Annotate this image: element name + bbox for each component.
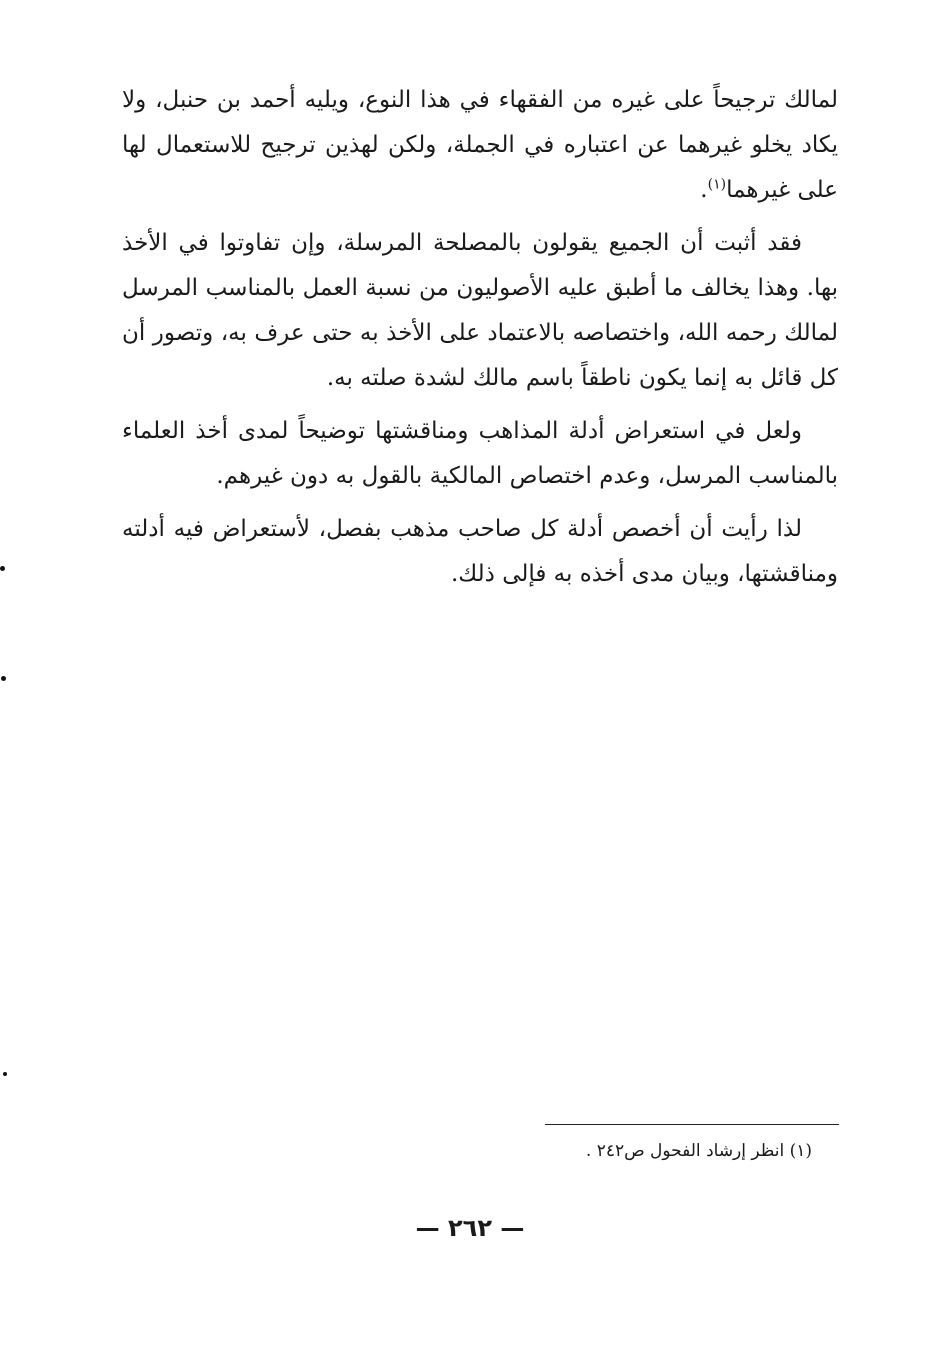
paragraph-1 — [122, 78, 838, 213]
footnote: (١) انظر إرشاد الفحول ص٢٤٢ . — [585, 1141, 812, 1161]
footnote-divider — [545, 1124, 839, 1125]
scan-speck — [3, 1072, 7, 1076]
paragraph-3: ولعل في استعراض أدلة المذاهب ومناقشتها توضيحاً لمدى أخذ العلماء بالمناسب المرسل، وعدم اختصاص المالكية بالقول به دون غيرهم. — [122, 418, 838, 489]
page-number: — ٢٦٢ — — [415, 1214, 525, 1242]
paragraph-2: فقد أثبت أن الجميع يقولون بالمصلحة المرسلة، وإن تفاوتوا في الأخذ بها. وهذا يخالف ما أطبق عليه الأصوليون من نسبة العمل بالمناسب المرسل لمالك رحمه الله، واختصاصه بالاعتماد على الأخذ به حتى عرف به، وتصور أن كل قائل به إنما يكون ناطقاً باسم مالك لشدة صلته به. — [122, 230, 838, 391]
scan-speck — [1, 676, 6, 681]
scan-speck — [0, 566, 5, 571]
paragraph-1-text: لمالك ترجيحاً على غيره من الفقهاء في هذا النوع، ويليه أحمد بن حنبل، ولا يكاد يخلو غيرهما عن اعتباره في الجملة، ولكن لهذين ترجيح للاستعمال لها على غيرهما — [122, 87, 838, 203]
footnote-reference: (١) — [707, 176, 727, 193]
paragraph-4: لذا رأيت أن أخصص أدلة كل صاحب مذهب بفصل، لأستعراض فيه أدلته ومناقشتها، وبيان مدى أخذه به فإلى ذلك. — [122, 516, 838, 587]
body-text — [122, 78, 838, 605]
paragraph-1-end: . — [700, 177, 708, 203]
